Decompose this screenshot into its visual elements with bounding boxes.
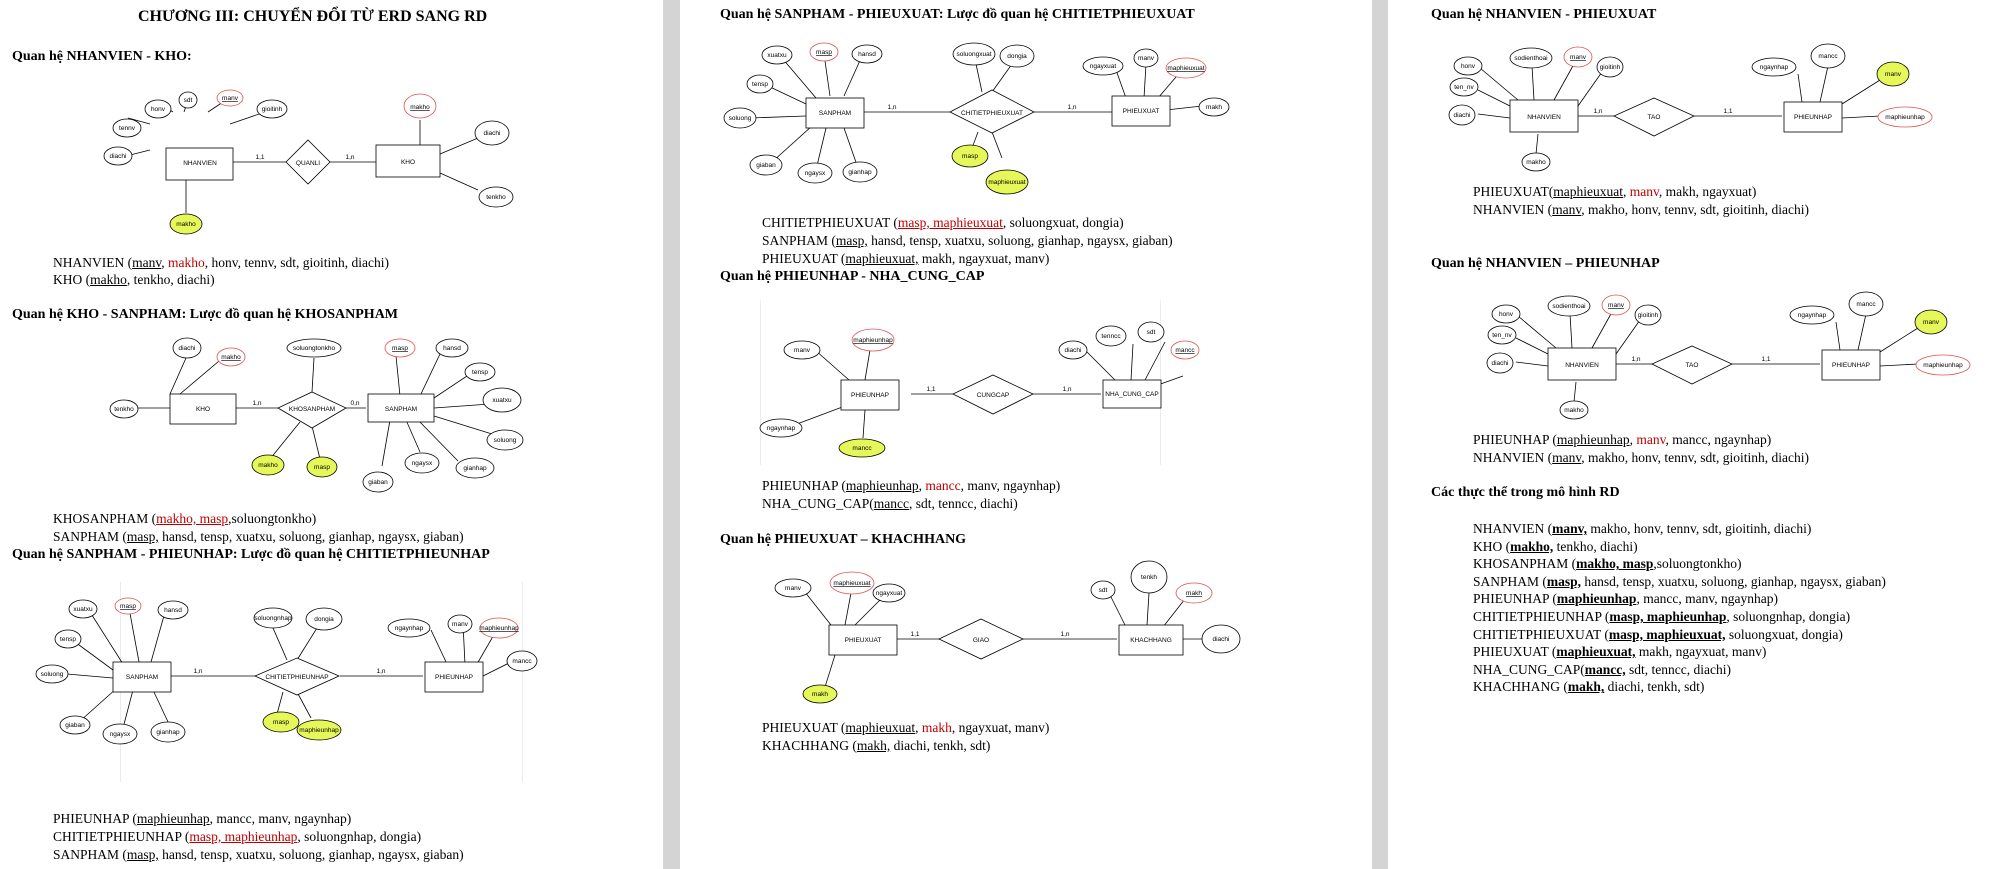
svg-text:makh: makh: [1206, 104, 1222, 111]
svg-text:sdt: sdt: [183, 97, 193, 104]
erd-diagram-nhanvien-kho: [100, 88, 540, 243]
svg-text:GIAO: GIAO: [972, 637, 990, 644]
section-heading-nhanvien-phieuxuat: Quan hệ NHANVIEN - PHIEUXUAT: [1431, 7, 1657, 22]
svg-text:honv: honv: [150, 106, 166, 113]
svg-text:KHACHHANG: KHACHHANG: [1130, 637, 1172, 644]
svg-text:1,1: 1,1: [255, 154, 265, 161]
rd-entity-row: SANPHAM (masp, hansd, tensp, xuatxu, soluong, gianhap, ngaysx, giaban): [1473, 573, 1886, 589]
rd-entity-row: KHOSANPHAM (makho, masp,soluongtonkho): [1473, 556, 1742, 572]
svg-text:maphieunhap: maphieunhap: [853, 337, 893, 344]
svg-text:masp: masp: [120, 603, 136, 610]
svg-text:makh: makh: [812, 691, 828, 698]
svg-text:PHIEUXUAT: PHIEUXUAT: [844, 637, 882, 644]
svg-text:manv: manv: [785, 585, 801, 592]
svg-text:tenkho: tenkho: [114, 406, 134, 413]
svg-text:masp: masp: [314, 464, 330, 471]
svg-text:manv: manv: [1885, 71, 1901, 78]
relation-chitietphieuxuat: CHITIETPHIEUXUAT (masp, maphieuxuat, soluongxuat, dongia): [762, 215, 1124, 230]
svg-text:PHIEUXUAT: PHIEUXUAT: [1122, 108, 1160, 115]
svg-text:1,n: 1,n: [887, 104, 897, 111]
relation-nhanvien-2: NHANVIEN (manv, makho, honv, tennv, sdt, gioitinh, diachi): [1473, 202, 1809, 217]
svg-text:diachi: diachi: [178, 345, 196, 352]
svg-text:1,n: 1,n: [1067, 104, 1077, 111]
svg-text:tensp: tensp: [472, 369, 488, 376]
svg-text:masp: masp: [273, 719, 289, 726]
svg-text:maphieuxuat: maphieuxuat: [833, 580, 871, 587]
section-heading-nhanvien-kho: Quan hệ NHANVIEN - KHO:: [12, 49, 192, 64]
svg-text:ngayxuat: ngayxuat: [1089, 63, 1117, 70]
label-kho: KHO: [400, 159, 416, 166]
rd-entity-row: KHACHHANG (makh, diachi, tenkh, sdt): [1473, 679, 1705, 695]
relation-nhanvien: NHANVIEN (manv, makho, honv, tennv, sdt, gioitinh, diachi): [53, 255, 389, 270]
relation-phieunhap-2: PHIEUNHAP (maphieunhap, mancc, manv, ngaynhap): [762, 478, 1061, 493]
chapter-title: CHƯƠNG III: CHUYỂN ĐỔI TỪ ERD SANG RD: [138, 8, 488, 25]
erd-diagram-phieunhap-ncc: [735, 318, 1195, 463]
svg-text:gioitinh: gioitinh: [1599, 64, 1621, 71]
svg-text:1,n: 1,n: [1631, 356, 1641, 363]
rd-entity-row: NHA_CUNG_CAP(mancc, sdt, tenncc, diachi): [1473, 661, 1731, 677]
svg-text:gianhap: gianhap: [848, 169, 872, 176]
svg-text:1,n: 1,n: [376, 668, 386, 675]
svg-text:sodienthoai: sodienthoai: [1552, 303, 1586, 310]
svg-text:makho: makho: [258, 462, 278, 469]
section-heading-nhanvien-phieunhap: Quan hệ NHANVIEN – PHIEUNHAP: [1431, 256, 1660, 271]
svg-text:makho: makho: [176, 221, 196, 228]
relation-phieuxuat-2: PHIEUXUAT (maphieuxuat, makh, ngayxuat, manv): [762, 720, 1050, 735]
svg-text:tenkho: tenkho: [486, 194, 506, 201]
svg-text:maphieuxuat: maphieuxuat: [1167, 65, 1205, 72]
rd-entity-row: NHANVIEN (manv, makho, honv, tennv, sdt, gioitinh, diachi): [1473, 521, 1812, 536]
svg-text:honv: honv: [1498, 311, 1514, 318]
svg-text:diachi: diachi: [1491, 360, 1509, 367]
svg-text:maphieunhap: maphieunhap: [479, 625, 519, 632]
svg-text:tensp: tensp: [60, 636, 76, 643]
relation-sanpham-2: SANPHAM (masp, hansd, tensp, xuatxu, soluong, gianhap, ngaysx, giaban): [53, 847, 464, 862]
svg-text:ngaysx: ngaysx: [804, 170, 826, 177]
svg-text:soluongnhap: soluongnhap: [254, 615, 292, 622]
svg-text:NHANVIEN: NHANVIEN: [1565, 362, 1599, 369]
svg-text:ngaysx: ngaysx: [109, 731, 131, 738]
svg-text:mancc: mancc: [1175, 347, 1195, 354]
svg-text:makho: makho: [221, 354, 241, 361]
svg-text:ngaynhap: ngaynhap: [1797, 312, 1827, 319]
svg-text:TAO: TAO: [1685, 362, 1699, 369]
svg-text:1,1: 1,1: [1723, 108, 1733, 115]
svg-text:manv: manv: [1570, 54, 1586, 61]
svg-text:CHITIETPHIEUNHAP: CHITIETPHIEUNHAP: [265, 674, 329, 681]
svg-text:CHITIETPHIEUXUAT: CHITIETPHIEUXUAT: [961, 110, 1023, 117]
svg-text:soluong: soluong: [40, 671, 64, 678]
svg-text:giaban: giaban: [756, 162, 776, 169]
svg-text:diachi: diachi: [483, 130, 501, 137]
svg-text:PHIEUNHAP: PHIEUNHAP: [1832, 362, 1870, 369]
relation-sanpham-3: SANPHAM (masp, hansd, tensp, xuatxu, soluong, gianhap, ngaysx, giaban): [762, 233, 1173, 248]
svg-text:maphieunhap: maphieunhap: [299, 727, 339, 734]
svg-text:1,1: 1,1: [1761, 356, 1771, 363]
svg-text:sdt: sdt: [1098, 587, 1108, 594]
svg-text:tensp: tensp: [752, 81, 768, 88]
svg-text:giaban: giaban: [65, 722, 85, 729]
svg-text:tenncc: tenncc: [1101, 333, 1121, 340]
svg-text:1,1: 1,1: [926, 386, 936, 393]
svg-text:makho: makho: [410, 104, 430, 111]
rd-entity-row: PHIEUNHAP (maphieunhap, mancc, manv, ngaynhap): [1473, 591, 1779, 607]
relation-sanpham: SANPHAM (masp, hansd, tensp, xuatxu, soluong, gianhap, ngaysx, giaban): [53, 529, 464, 544]
svg-text:diachi: diachi: [1212, 636, 1230, 643]
svg-text:gioitinh: gioitinh: [261, 106, 283, 113]
svg-text:makh: makh: [1186, 590, 1202, 597]
relation-kho: KHO (makho, tenkho, diachi): [53, 272, 215, 287]
svg-text:manv: manv: [1608, 302, 1624, 309]
svg-text:PHIEUNHAP: PHIEUNHAP: [1794, 114, 1832, 121]
erd-diagram-sanpham-phieuxuat: [720, 40, 1240, 200]
rd-entity-row: KHO (makho, tenkho, diachi): [1473, 538, 1638, 554]
svg-text:ten_nv: ten_nv: [1454, 84, 1474, 91]
svg-text:TAO: TAO: [1647, 114, 1661, 121]
svg-text:xuatxu: xuatxu: [492, 397, 512, 404]
svg-text:1,1: 1,1: [910, 631, 920, 638]
svg-text:1,n: 1,n: [345, 154, 355, 161]
erd-diagram-sanpham-phieunhap: [35, 596, 545, 746]
rd-entity-row: CHITIETPHIEUNHAP (masp, maphieunhap, soluongnhap, dongia): [1473, 608, 1851, 624]
section-heading-kho-sanpham: Quan hệ KHO - SANPHAM: Lược đồ quan hệ KHOSANPHAM: [12, 307, 399, 322]
erd-diagram-nhanvien-phieuxuat: [1428, 42, 1988, 182]
svg-text:tennv: tennv: [119, 125, 135, 132]
relation-nha-cung-cap: NHA_CUNG_CAP(mancc, sdt, tenncc, diachi): [762, 496, 1018, 511]
document-page-3: [1388, 0, 2003, 869]
svg-text:manv: manv: [1138, 55, 1154, 62]
section-heading-rd-entities: Các thực thể trong mô hình RD: [1431, 485, 1620, 500]
svg-text:ngaynhap: ngaynhap: [394, 625, 424, 632]
relation-chitietphieunhap: CHITIETPHIEUNHAP (masp, maphieunhap, soluongnhap, dongia): [53, 829, 422, 844]
svg-text:tenkh: tenkh: [1141, 574, 1157, 581]
svg-text:maphieunhap: maphieunhap: [1923, 362, 1963, 369]
label-nhanvien: NHANVIEN: [183, 160, 217, 167]
svg-text:manv: manv: [794, 347, 810, 354]
svg-text:1,n: 1,n: [1062, 386, 1072, 393]
svg-text:diachi: diachi: [109, 153, 127, 160]
svg-text:SANPHAM: SANPHAM: [818, 110, 852, 117]
svg-text:1,n: 1,n: [193, 668, 203, 675]
svg-text:giaban: giaban: [368, 479, 388, 486]
svg-text:ngayxuat: ngayxuat: [875, 590, 903, 597]
svg-text:ngaynhap: ngaynhap: [1759, 64, 1789, 71]
svg-text:dongia: dongia: [314, 616, 334, 623]
svg-text:ngaysx: ngaysx: [411, 460, 433, 467]
section-heading-sanpham-phieunhap: Quan hệ SANPHAM - PHIEUNHAP: Lược đồ quan hệ CHITIETPHIEUNHAP: [12, 547, 490, 562]
document-page-1: [0, 0, 663, 869]
svg-text:maphieuxuat: maphieuxuat: [988, 179, 1026, 186]
svg-text:masp: masp: [816, 49, 832, 56]
erd-diagram-nhanvien-phieunhap: [1428, 290, 2003, 430]
svg-text:sdt: sdt: [1146, 329, 1156, 336]
svg-text:masp: masp: [392, 345, 408, 352]
svg-text:soluongtonkho: soluongtonkho: [292, 345, 336, 352]
svg-text:PHIEUNHAP: PHIEUNHAP: [435, 674, 473, 681]
svg-text:SANPHAM: SANPHAM: [384, 406, 418, 413]
relation-phieuxuat-3: PHIEUXUAT(maphieuxuat, manv, makh, ngayxuat): [1473, 184, 1757, 199]
svg-text:gioitinh: gioitinh: [1637, 312, 1659, 319]
erd-diagram-phieuxuat-khachhang: [775, 563, 1230, 713]
svg-text:NHA_CUNG_CAP: NHA_CUNG_CAP: [1105, 391, 1159, 398]
svg-text:hansd: hansd: [858, 51, 876, 58]
rd-entity-list: [1473, 521, 1886, 697]
svg-text:1,n: 1,n: [252, 400, 262, 407]
svg-text:ngaynhap: ngaynhap: [766, 425, 796, 432]
relation-phieunhap-3: PHIEUNHAP (maphieunhap, manv, mancc, ngaynhap): [1473, 432, 1772, 447]
svg-text:mancc: mancc: [1818, 53, 1838, 60]
rd-entity-row: CHITIETPHIEUXUAT (masp, maphieuxuat, soluongxuat, dongia): [1473, 626, 1843, 642]
document-page-2: [680, 0, 1372, 869]
svg-text:diachi: diachi: [1453, 112, 1471, 119]
svg-text:SANPHAM: SANPHAM: [125, 674, 159, 681]
svg-text:PHIEUNHAP: PHIEUNHAP: [851, 392, 889, 399]
relation-nhanvien-3: NHANVIEN (manv, makho, honv, tennv, sdt, gioitinh, diachi): [1473, 450, 1809, 465]
section-heading-phieuxuat-khachhang: Quan hệ PHIEUXUAT – KHACHHANG: [720, 532, 967, 547]
svg-text:xuatxu: xuatxu: [767, 52, 787, 59]
svg-text:masp: masp: [962, 153, 978, 160]
svg-text:dongia: dongia: [1007, 53, 1027, 60]
svg-text:xuatxu: xuatxu: [73, 606, 93, 613]
svg-text:soluongxuat: soluongxuat: [956, 51, 992, 58]
svg-text:honv: honv: [1460, 63, 1476, 70]
svg-text:1,n: 1,n: [1060, 631, 1070, 638]
svg-text:soluong: soluong: [728, 115, 752, 122]
relation-phieuxuat: PHIEUXUAT (maphieuxuat, makh, ngayxuat, manv): [762, 251, 1050, 266]
svg-text:sodienthoai: sodienthoai: [1514, 55, 1548, 62]
svg-text:gianhap: gianhap: [156, 729, 180, 736]
svg-text:1,n: 1,n: [1593, 108, 1603, 115]
svg-text:ten_nv: ten_nv: [1492, 332, 1512, 339]
relation-phieunhap: PHIEUNHAP (maphieunhap, mancc, manv, ngaynhap): [53, 811, 352, 826]
svg-text:CUNGCAP: CUNGCAP: [976, 392, 1010, 399]
section-heading-phieunhap-ncc: Quan hệ PHIEUNHAP - NHA_CUNG_CAP: [720, 269, 985, 284]
svg-text:KHO: KHO: [195, 406, 211, 413]
svg-text:manv: manv: [452, 621, 468, 628]
erd-diagram-kho-sanpham: [100, 334, 530, 494]
svg-text:NHANVIEN: NHANVIEN: [1527, 114, 1561, 121]
relation-khosanpham: KHOSANPHAM (makho, masp,soluongtonkho): [53, 511, 317, 526]
svg-text:manv: manv: [1923, 319, 1939, 326]
svg-text:mancc: mancc: [1856, 301, 1876, 308]
relation-khachhang: KHACHHANG (makh, diachi, tenkh, sdt): [762, 738, 991, 753]
svg-text:diachi: diachi: [1064, 347, 1082, 354]
svg-text:hansd: hansd: [164, 607, 182, 614]
rd-entity-row: PHIEUXUAT (maphieuxuat, makh, ngayxuat, manv): [1473, 644, 1767, 660]
section-heading-sanpham-phieuxuat: Quan hệ SANPHAM - PHIEUXUAT: Lược đồ quan hệ CHITIETPHIEUXUAT: [720, 7, 1195, 22]
svg-text:soluong: soluong: [493, 437, 517, 444]
label-quanli: QUANLI: [295, 160, 321, 167]
svg-text:manv: manv: [222, 95, 238, 102]
svg-text:mancc: mancc: [852, 445, 872, 452]
svg-text:hansd: hansd: [443, 345, 461, 352]
svg-text:maphieunhap: maphieunhap: [1885, 114, 1925, 121]
svg-text:gianhap: gianhap: [463, 465, 487, 472]
svg-text:KHOSANPHAM: KHOSANPHAM: [288, 406, 336, 413]
svg-text:makho: makho: [1564, 407, 1584, 414]
svg-text:mancc: mancc: [512, 658, 532, 665]
svg-text:0,n: 0,n: [350, 400, 360, 407]
svg-text:makho: makho: [1526, 159, 1546, 166]
